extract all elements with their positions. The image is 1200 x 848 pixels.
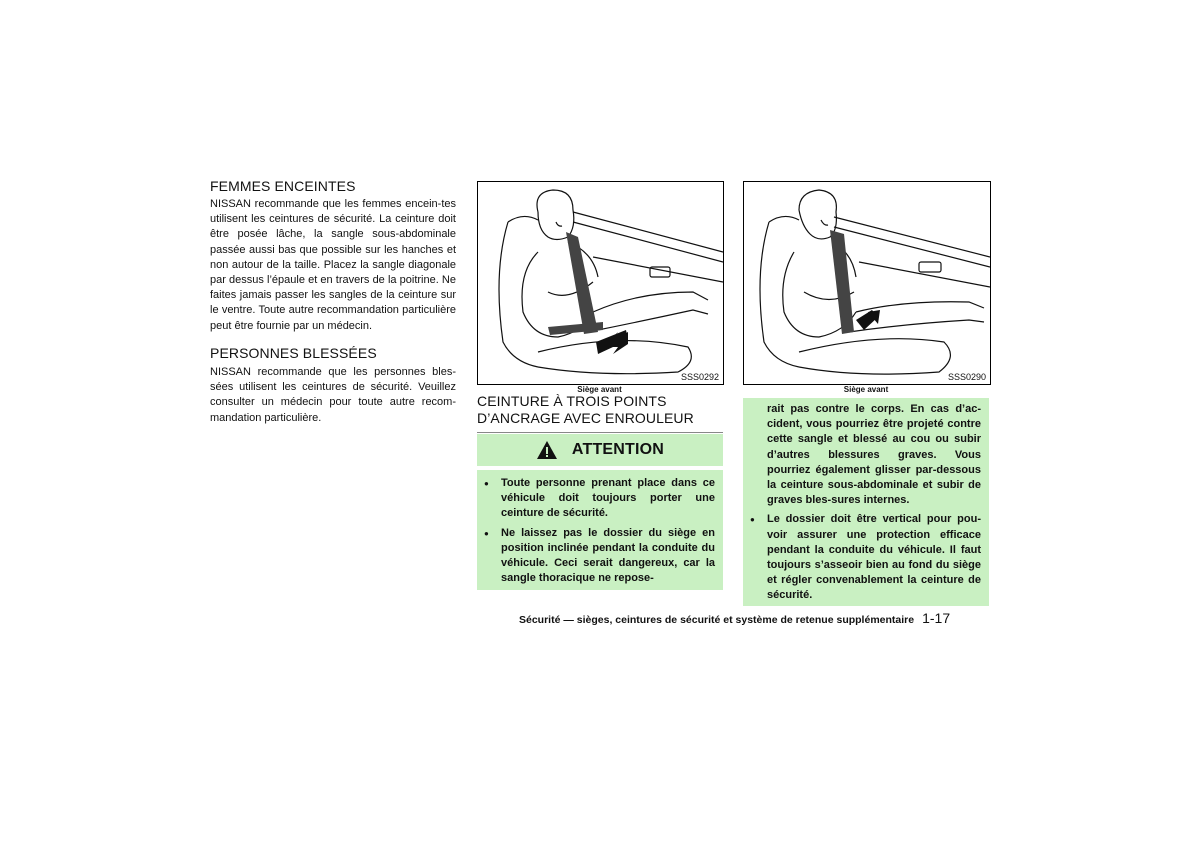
figure-code: SSS0290 (947, 372, 986, 382)
attention-bullets (477, 476, 715, 586)
heading-line-2: D’ANCRAGE AVEC ENROULEUR (477, 410, 694, 426)
attention-content (477, 470, 723, 590)
heading-pregnant-women: FEMMES ENCEINTES (210, 178, 356, 194)
attention-continued (743, 398, 989, 606)
heading-injured-persons: PERSONNES BLESSÉES (210, 345, 377, 361)
heading-divider (477, 432, 723, 433)
footer-text: Sécurité — sièges, ceintures de sécurité et système de retenue supplémentaire (519, 614, 915, 626)
bullet-item: ● Le dossier doit être vertical pour pou-voir assurer une protection efficace pendant la conduite du véhicule. Il faut toujours s’asseoir bien au fond du siège et régler convenablement la ceinture de sécurité. (743, 512, 981, 603)
heading-three-point-belt (477, 393, 694, 427)
page-footer (519, 610, 950, 626)
continued-bullets (743, 512, 981, 603)
heading-line-1: CEINTURE À TROIS POINTS (477, 393, 667, 409)
bullet-item: ● Ne laissez pas le dossier du siège en position inclinée pendant la conduite du véhicule. Ceci serait dangereux, car la sangle thoracique ne repose- (477, 526, 715, 587)
paragraph-pregnant-women: NISSAN recommande que les femmes encein-tes utilisent les ceintures de sécurité. La ceinture doit être posée lâche, la sangle sous-abdominale passée aussi bas que possible sur les hanches et non autour de la taille. Placez la sangle diagonale par dessus l’épaule et en travers de la poitrine. Ne faites jamais passer les sangles de la ceinture sur le ventre. Toute autre recommandation particulière peut être fournie par un médecin. (210, 198, 456, 332)
seatbelt-shoulder-illustration-icon (744, 182, 990, 384)
paragraph-injured-persons: NISSAN recommande que les personnes bles-sées utilisent les ceintures de sécurité. Veuillez consulter un médecin pour toute autre recom-mandation particulière. (210, 366, 456, 424)
warning-triangle-icon (536, 440, 558, 460)
page-number: 1-17 (922, 610, 951, 626)
figure-caption: Siège avant (843, 385, 889, 394)
attention-label: ATTENTION (571, 441, 665, 458)
seatbelt-lap-illustration-icon (478, 182, 723, 384)
figure-seatbelt-shoulder (743, 181, 991, 385)
continued-text: rait pas contre le corps. En cas d’ac-cident, vous pourriez être projeté contre cette sangle et blessé au cou ou subir d’autres blessures graves. Vous pourriez également glisser par-dessous la ceinture sous-abdominale et subir de graves bles-sures internes. (767, 403, 981, 507)
figure-seatbelt-lap (477, 181, 724, 385)
figure-caption: Siège avant (577, 385, 622, 394)
bullet-item: ● Toute personne prenant place dans ce véhicule doit toujours porter une ceinture de sécurité. (477, 476, 715, 522)
figure-code: SSS0292 (680, 372, 719, 382)
attention-banner (477, 434, 723, 466)
